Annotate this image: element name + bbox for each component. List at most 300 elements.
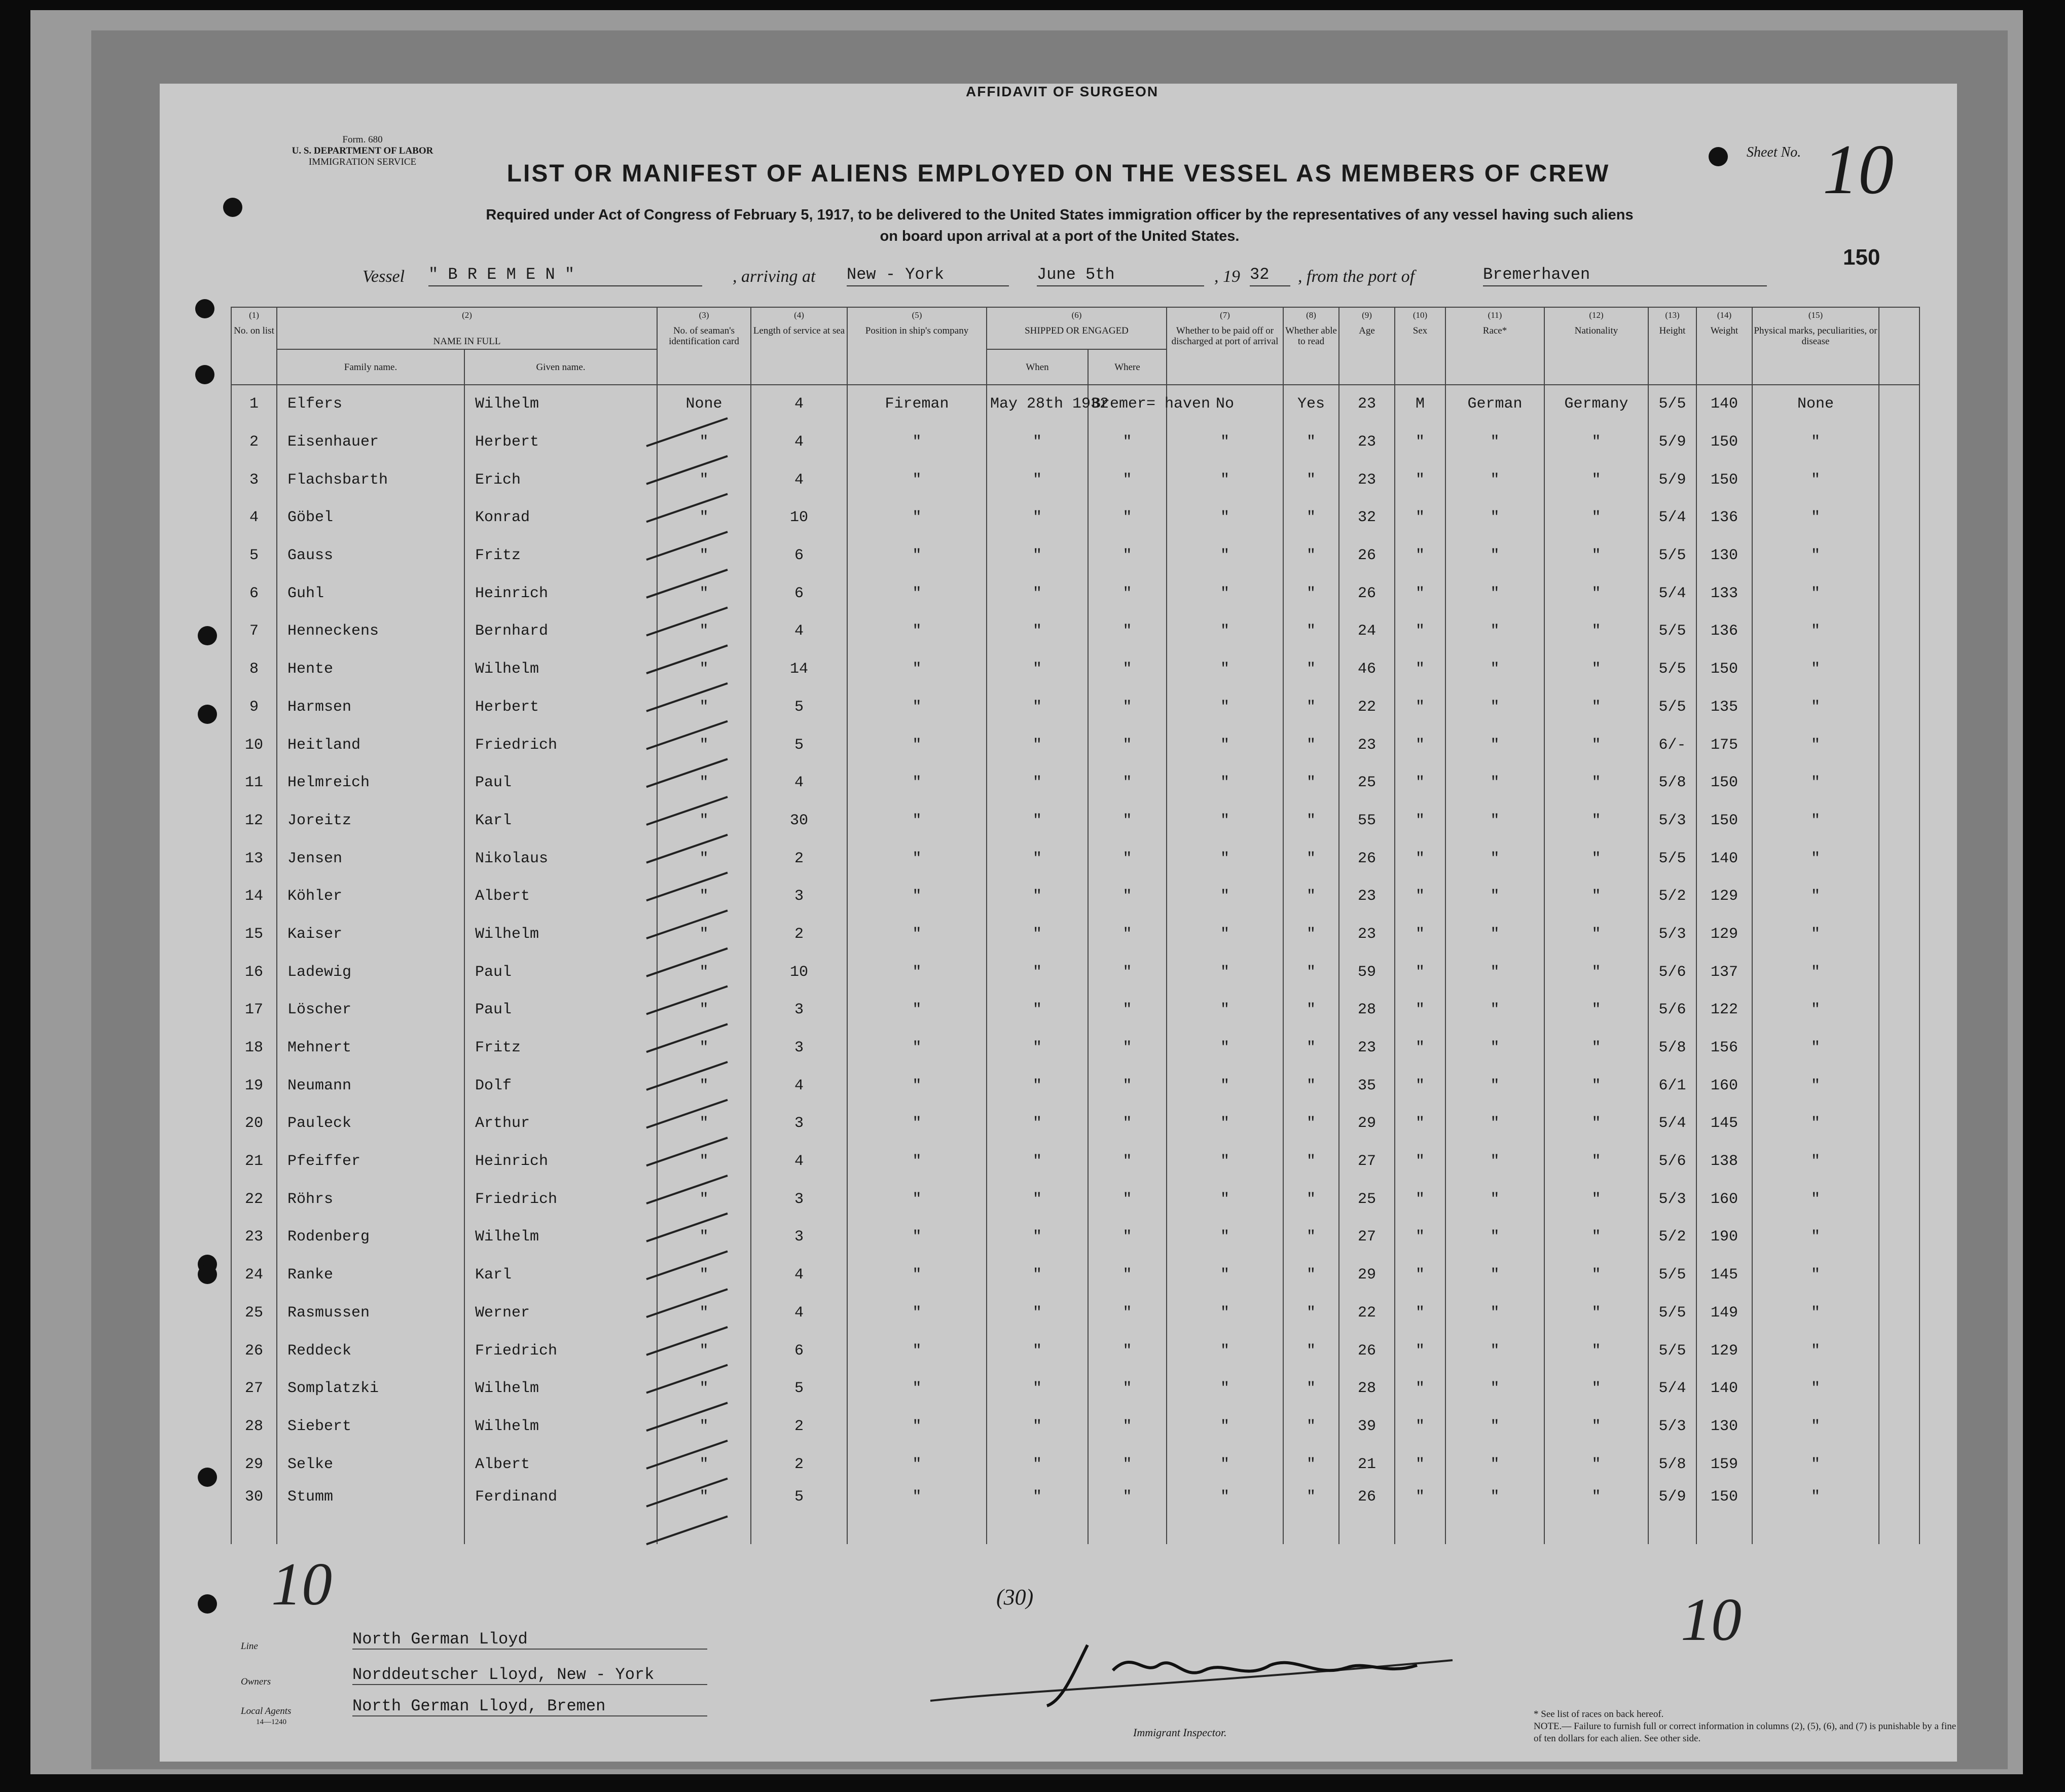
cell-race: " [1445,1218,1544,1256]
table-row [231,1370,1919,1408]
cell-height: 5/2 [1648,877,1696,916]
table-row [231,1105,1919,1143]
cell-family-name: Jensen [277,839,464,877]
arrival-date: June 5th [1037,265,1204,286]
cell-age: 32 [1339,499,1395,537]
cell-physical-marks: " [1752,1067,1879,1105]
cell-blank [1879,991,1919,1029]
cell-sex: " [1395,877,1445,916]
cell-nationality: " [1544,802,1648,840]
cell-nationality: " [1544,461,1648,499]
cell-family-name: Guhl [277,574,464,612]
table-row [231,1408,1919,1446]
cell-age: 26 [1339,537,1395,575]
cell-family-name: Harmsen [277,688,464,726]
cell-height: 5/6 [1648,953,1696,991]
owners-label: Owners [241,1676,271,1687]
cell-weight: 140 [1696,1370,1752,1408]
col-header-family-name: Family name. [277,349,464,385]
cell-id-card: " [657,802,751,840]
form-number: Form. 680 [342,134,383,145]
cell-able-to-read: " [1283,1332,1339,1370]
cell-position: " [847,650,987,688]
cell-given-name: Wilhelm [464,1370,657,1408]
col-header-age: (9) Age [1339,307,1395,385]
cell-height: 5/3 [1648,1408,1696,1446]
col-header-height: (13) Height [1648,307,1696,385]
cell-paid-off: " [1167,1256,1283,1294]
cell-shipped-where: " [1088,1370,1167,1408]
cell-family-name: Hente [277,650,464,688]
col-header-name: (2) NAME IN FULL [277,307,657,349]
cell-physical-marks: " [1752,764,1879,802]
cell-id-card: " [657,423,751,461]
cell-race: " [1445,1256,1544,1294]
inspector-label: Immigrant Inspector. [1133,1726,1227,1739]
cell-id-card: " [657,1029,751,1067]
race-note: * See list of races on back hereof. [1534,1709,1664,1720]
cell-shipped-when: " [987,688,1088,726]
cell-shipped-where: " [1088,499,1167,537]
cell-blank [1879,1218,1919,1256]
check-stroke [646,1138,728,1165]
check-stroke [646,872,728,900]
cell-row-number: 19 [231,1067,277,1105]
cell-shipped-when: " [987,1370,1088,1408]
cell-row-number: 11 [231,764,277,802]
cell-row-number: 10 [231,726,277,764]
cell-service-years: 4 [751,1294,847,1332]
cell-height: 5/6 [1648,991,1696,1029]
cell-id-card: None [657,385,751,423]
cell-able-to-read: " [1283,461,1339,499]
cell-physical-marks: " [1752,461,1879,499]
table-row [231,688,1919,726]
cell-position: " [847,1332,987,1370]
cell-blank [1879,1143,1919,1181]
cell-paid-off: " [1167,726,1283,764]
cell-service-years: 30 [751,802,847,840]
cell-able-to-read: " [1283,916,1339,954]
cell-nationality: " [1544,764,1648,802]
cell-row-number: 18 [231,1029,277,1067]
cell-physical-marks: " [1752,1294,1879,1332]
cell-shipped-where: " [1088,537,1167,575]
check-stroke [646,1100,728,1128]
cell-id-card: " [657,839,751,877]
cell-service-years: 3 [751,877,847,916]
check-stroke [646,835,728,863]
cell-service-years: 3 [751,1105,847,1143]
cell-physical-marks: " [1752,1483,1879,1544]
cell-given-name: Werner [464,1294,657,1332]
cell-age: 27 [1339,1143,1395,1181]
cell-shipped-where: " [1088,1408,1167,1446]
cell-physical-marks: " [1752,1143,1879,1181]
cell-nationality: " [1544,1143,1648,1181]
cell-age: 23 [1339,385,1395,423]
cell-paid-off: " [1167,461,1283,499]
punch-hole [195,365,214,384]
cell-id-card: " [657,726,751,764]
cell-physical-marks: " [1752,802,1879,840]
vessel-name: " B R E M E N " [428,265,702,286]
cell-race: " [1445,991,1544,1029]
check-stroke [646,570,728,598]
cell-service-years: 3 [751,1029,847,1067]
table-row [231,1029,1919,1067]
cell-blank [1879,574,1919,612]
cell-row-number: 22 [231,1180,277,1218]
cell-family-name: Göbel [277,499,464,537]
cell-race: " [1445,726,1544,764]
cell-physical-marks: " [1752,1180,1879,1218]
cell-sex: " [1395,1218,1445,1256]
cell-height: 5/3 [1648,916,1696,954]
cell-race: " [1445,764,1544,802]
cell-paid-off: " [1167,1332,1283,1370]
check-stroke [646,1289,728,1317]
table-row [231,916,1919,954]
col-header-race: (11) Race* [1445,307,1544,385]
cell-age: 23 [1339,423,1395,461]
cell-able-to-read: " [1283,1067,1339,1105]
cell-given-name: Arthur [464,1105,657,1143]
cell-service-years: 10 [751,499,847,537]
cell-physical-marks: " [1752,726,1879,764]
cell-given-name: Friedrich [464,726,657,764]
cell-physical-marks: " [1752,1370,1879,1408]
cell-shipped-where: " [1088,1143,1167,1181]
cell-shipped-where: " [1088,916,1167,954]
cell-sex: " [1395,1067,1445,1105]
table-row [231,764,1919,802]
cell-sex: " [1395,953,1445,991]
cell-sex: " [1395,802,1445,840]
cell-height: 5/5 [1648,1332,1696,1370]
cell-able-to-read: " [1283,1370,1339,1408]
cell-service-years: 4 [751,1067,847,1105]
cell-shipped-when: " [987,574,1088,612]
cell-shipped-when: " [987,953,1088,991]
cell-able-to-read: " [1283,688,1339,726]
cell-given-name: Karl [464,1256,657,1294]
cell-able-to-read: " [1283,877,1339,916]
cell-given-name: Fritz [464,537,657,575]
cell-race: " [1445,574,1544,612]
cell-shipped-when: " [987,1143,1088,1181]
cell-given-name: Erich [464,461,657,499]
cell-age: 26 [1339,839,1395,877]
cell-able-to-read: " [1283,499,1339,537]
check-strokes [616,413,768,1630]
cell-height: 5/5 [1648,650,1696,688]
table-row [231,839,1919,877]
cell-position: " [847,1370,987,1408]
cell-id-card: " [657,1180,751,1218]
cell-height: 5/3 [1648,1180,1696,1218]
cell-given-name: Heinrich [464,1143,657,1181]
cell-nationality: " [1544,953,1648,991]
cell-given-name: Heinrich [464,574,657,612]
table-row [231,1445,1919,1483]
vessel-line [363,267,1909,298]
cell-id-card: " [657,764,751,802]
cell-service-years: 5 [751,688,847,726]
table-row [231,991,1919,1029]
cell-service-years: 6 [751,1332,847,1370]
cell-shipped-where: " [1088,461,1167,499]
cell-physical-marks: " [1752,1332,1879,1370]
cell-weight: 136 [1696,499,1752,537]
cell-row-number: 16 [231,953,277,991]
cell-row-number: 3 [231,461,277,499]
cell-service-years: 6 [751,574,847,612]
cell-family-name: Somplatzki [277,1370,464,1408]
cell-blank [1879,612,1919,650]
cell-race: " [1445,839,1544,877]
cell-id-card: " [657,499,751,537]
cell-row-number: 4 [231,499,277,537]
cell-paid-off: " [1167,1105,1283,1143]
cell-sex: " [1395,423,1445,461]
penalty-note: NOTE.— Failure to furnish full or correct information in columns (2), (5), (6), and (7) is punishable by a fine of ten dollars for each alien. See other side. [1534,1721,1957,1744]
cell-blank [1879,1180,1919,1218]
check-stroke [646,1365,728,1393]
cell-height: 5/3 [1648,802,1696,840]
cell-race: " [1445,877,1544,916]
cell-physical-marks: " [1752,839,1879,877]
cell-age: 23 [1339,726,1395,764]
cell-sex: " [1395,574,1445,612]
cell-position: " [847,916,987,954]
cell-shipped-when: " [987,1332,1088,1370]
cell-given-name: Nikolaus [464,839,657,877]
cell-race: " [1445,802,1544,840]
cell-nationality: " [1544,499,1648,537]
cell-nationality: " [1544,423,1648,461]
check-stroke [646,1441,728,1469]
service-name: IMMIGRATION SERVICE [308,157,417,167]
cell-row-number: 7 [231,612,277,650]
cell-position: " [847,499,987,537]
cell-given-name: Friedrich [464,1180,657,1218]
cell-nationality: " [1544,1332,1648,1370]
cell-sex: " [1395,1370,1445,1408]
cell-position: " [847,574,987,612]
cell-shipped-when: " [987,1483,1088,1544]
subtitle-line-2: on board upon arrival at a port of the United States. [880,228,1240,244]
cell-paid-off: " [1167,499,1283,537]
cell-shipped-where: " [1088,423,1167,461]
cell-family-name: Eisenhauer [277,423,464,461]
cell-able-to-read: " [1283,953,1339,991]
cell-id-card: " [657,612,751,650]
col-header-shipped: (6) SHIPPED OR ENGAGED [987,307,1167,349]
cell-paid-off: " [1167,916,1283,954]
cell-sex: M [1395,385,1445,423]
cell-weight: 175 [1696,726,1752,764]
cell-position: " [847,764,987,802]
col-header-given-name: Given name. [464,349,657,385]
cell-shipped-when: " [987,1256,1088,1294]
cell-position: " [847,1218,987,1256]
cell-nationality: " [1544,1218,1648,1256]
cell-paid-off: " [1167,1029,1283,1067]
cell-given-name: Wilhelm [464,916,657,954]
table-row [231,726,1919,764]
cell-id-card: " [657,461,751,499]
table-row [231,1218,1919,1256]
cell-physical-marks: " [1752,1029,1879,1067]
cell-row-number: 8 [231,650,277,688]
cell-race: " [1445,1180,1544,1218]
cell-height: 5/4 [1648,1105,1696,1143]
cell-weight: 130 [1696,537,1752,575]
cell-shipped-when: " [987,1294,1088,1332]
cell-service-years: 5 [751,1370,847,1408]
cell-sex: " [1395,1445,1445,1483]
cell-weight: 135 [1696,688,1752,726]
cell-physical-marks: " [1752,423,1879,461]
check-stroke [646,721,728,749]
cell-shipped-when: " [987,461,1088,499]
cell-sex: " [1395,1294,1445,1332]
crew-table-body [231,385,1919,1544]
cell-age: 23 [1339,877,1395,916]
cell-blank [1879,1105,1919,1143]
punch-hole [198,705,217,724]
cell-blank [1879,1445,1919,1483]
cell-id-card: " [657,1143,751,1181]
cell-row-number: 25 [231,1294,277,1332]
cell-weight: 156 [1696,1029,1752,1067]
cell-physical-marks: " [1752,1408,1879,1446]
cell-nationality: " [1544,1294,1648,1332]
cell-blank [1879,726,1919,764]
cell-nationality: " [1544,1445,1648,1483]
cell-id-card: " [657,1332,751,1370]
cell-service-years: 4 [751,764,847,802]
cell-paid-off: " [1167,877,1283,916]
cell-shipped-where: " [1088,764,1167,802]
cell-height: 6/1 [1648,1067,1696,1105]
table-row [231,953,1919,991]
cell-service-years: 4 [751,423,847,461]
cell-blank [1879,385,1919,423]
cell-shipped-where: " [1088,1256,1167,1294]
cell-sex: " [1395,726,1445,764]
cell-able-to-read: " [1283,1445,1339,1483]
sheet-number-value: 10 [1823,130,1894,209]
cell-blank [1879,1067,1919,1105]
cell-given-name: Paul [464,953,657,991]
subtitle-line-1: Required under Act of Congress of February 5, 1917, to be delivered to the United States immigration officer by the representatives of any vessel having such aliens [486,207,1634,223]
cell-shipped-where: " [1088,1332,1167,1370]
cell-race: " [1445,1408,1544,1446]
cell-blank [1879,1332,1919,1370]
cell-id-card: " [657,916,751,954]
col-header-when: When [987,349,1088,385]
cell-given-name: Wilhelm [464,385,657,423]
cell-shipped-where: " [1088,1218,1167,1256]
cell-nationality: " [1544,916,1648,954]
cell-age: 26 [1339,1332,1395,1370]
cell-shipped-where: " [1088,1105,1167,1143]
cell-age: 23 [1339,1029,1395,1067]
cell-family-name: Elfers [277,385,464,423]
manifest-title: LIST OR MANIFEST OF ALIENS EMPLOYED ON THE VESSEL AS MEMBERS OF CREW [506,160,1610,187]
punch-hole [198,626,217,645]
cell-able-to-read: " [1283,612,1339,650]
cell-age: 25 [1339,1180,1395,1218]
cell-shipped-when: " [987,764,1088,802]
cell-race: " [1445,953,1544,991]
line-value: North German Lloyd [352,1630,707,1650]
cell-paid-off: " [1167,1408,1283,1446]
cell-given-name: Konrad [464,499,657,537]
cell-paid-off: " [1167,1180,1283,1218]
cell-position: " [847,1067,987,1105]
cell-age: 24 [1339,612,1395,650]
cell-age: 46 [1339,650,1395,688]
cell-shipped-where: " [1088,574,1167,612]
cell-race: " [1445,688,1544,726]
cell-able-to-read: " [1283,1180,1339,1218]
cell-family-name: Stumm [277,1483,464,1544]
cell-blank [1879,953,1919,991]
punch-hole [223,198,242,217]
cell-position: " [847,423,987,461]
cell-shipped-where: " [1088,1483,1167,1544]
cell-nationality: " [1544,650,1648,688]
check-stroke [646,1403,728,1431]
cell-shipped-when: " [987,1218,1088,1256]
cell-nationality: " [1544,1483,1648,1544]
cell-age: 29 [1339,1105,1395,1143]
cell-family-name: Rasmussen [277,1294,464,1332]
cell-nationality: " [1544,1180,1648,1218]
cell-paid-off: " [1167,1143,1283,1181]
table-row [231,650,1919,688]
cell-nationality: " [1544,574,1648,612]
cell-id-card: " [657,650,751,688]
cell-row-number: 20 [231,1105,277,1143]
cell-paid-off: " [1167,688,1283,726]
cell-race: " [1445,1067,1544,1105]
cell-shipped-when: " [987,877,1088,916]
cell-position: " [847,802,987,840]
cell-shipped-where: " [1088,1029,1167,1067]
cell-family-name: Ranke [277,1256,464,1294]
cell-service-years: 4 [751,461,847,499]
cell-service-years: 4 [751,612,847,650]
cell-paid-off: " [1167,991,1283,1029]
cell-able-to-read: " [1283,1143,1339,1181]
cell-position: " [847,1105,987,1143]
cell-height: 5/6 [1648,1143,1696,1181]
cell-service-years: 10 [751,953,847,991]
cell-weight: 138 [1696,1143,1752,1181]
cell-weight: 129 [1696,1332,1752,1370]
cell-shipped-when: " [987,612,1088,650]
cell-nationality: " [1544,1408,1648,1446]
cell-nationality: " [1544,1256,1648,1294]
check-stroke [646,1024,728,1052]
cell-row-number: 5 [231,537,277,575]
cell-position: Fireman [847,385,987,423]
cell-height: 5/5 [1648,537,1696,575]
